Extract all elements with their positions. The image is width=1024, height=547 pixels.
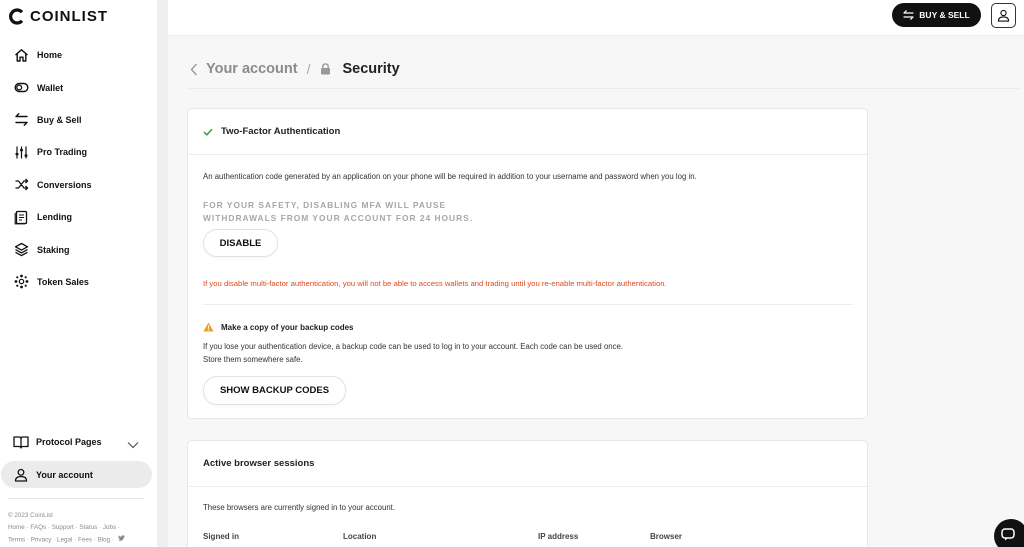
page-title: Security xyxy=(342,61,400,77)
sidebar-item-wallet[interactable] xyxy=(0,71,157,103)
card-divider xyxy=(203,304,853,305)
two-factor-header xyxy=(188,109,867,155)
sidebar-nav xyxy=(0,39,157,298)
sidebar-item-your-account[interactable] xyxy=(1,461,152,488)
chat-bubble-icon xyxy=(1001,528,1015,541)
sidebar xyxy=(0,0,157,547)
sidebar-item-label: Protocol Pages xyxy=(36,437,102,447)
coinlist-logo[interactable] xyxy=(8,8,108,25)
book-icon xyxy=(13,434,29,450)
network-icon xyxy=(13,274,29,290)
browser-sessions-card xyxy=(187,440,868,547)
twitter-icon[interactable] xyxy=(118,534,125,546)
backup-codes-title: Make a copy of your backup codes xyxy=(221,322,354,332)
sessions-header xyxy=(188,441,867,487)
warning-icon xyxy=(203,322,214,332)
checkmark-icon xyxy=(203,128,213,136)
breadcrumb xyxy=(190,59,400,79)
sidebar-item-label: Lending xyxy=(37,212,72,223)
disable-mfa-button[interactable]: DISABLE xyxy=(203,229,278,257)
coinlist-logo-icon xyxy=(8,8,25,25)
sidebar-item-label: Your account xyxy=(36,469,93,480)
sidebar-item-protocol-pages[interactable] xyxy=(0,430,157,454)
column-header-ip-address: IP address xyxy=(538,532,579,541)
sidebar-item-label: Staking xyxy=(37,244,70,255)
sidebar-item-token-sales[interactable] xyxy=(0,266,157,298)
two-factor-description: An authentication code generated by an application on your phone will be required in addition to your username and password when you log in. xyxy=(203,172,697,181)
mfa-disable-alert: If you disable multi-factor authentication, you will not be able to access wallets and trading until you re-enable multi-factor authentication. xyxy=(203,279,667,288)
backup-codes-header xyxy=(203,322,353,332)
column-header-browser: Browser xyxy=(650,532,683,541)
sessions-description: These browsers are currently signed in to your account. xyxy=(203,503,395,512)
sidebar-divider xyxy=(8,498,144,499)
layers-icon xyxy=(13,242,29,258)
sidebar-item-buy-sell[interactable] xyxy=(0,104,157,136)
footer-links-primary[interactable]: Home · FAQs · Support · Status · Jobs · xyxy=(8,524,120,531)
ledger-icon xyxy=(13,209,29,225)
sidebar-item-label: Conversions xyxy=(37,179,92,190)
sidebar-item-label: Wallet xyxy=(37,82,64,93)
back-chevron-icon[interactable] xyxy=(190,63,198,76)
sidebar-scroll-track[interactable] xyxy=(157,0,168,547)
brand-name: COINLIST xyxy=(30,8,108,25)
sidebar-item-label: Pro Trading xyxy=(37,147,88,158)
swap-icon xyxy=(13,112,29,128)
mfa-safety-warning xyxy=(203,199,473,225)
breadcrumb-your-account-link[interactable]: Your account xyxy=(206,61,298,77)
backup-codes-description: If you lose your authentication device, a backup code can be used to log in to your account. Each code can be used once. xyxy=(203,342,624,351)
profile-button[interactable] xyxy=(991,3,1016,28)
breadcrumb-separator: / xyxy=(306,61,311,77)
sidebar-footer xyxy=(8,510,153,547)
copyright-text: © 2023 CoinList xyxy=(8,512,53,519)
sidebar-item-label: Buy & Sell xyxy=(37,114,82,125)
chevron-down-icon[interactable] xyxy=(127,436,139,454)
backup-codes-note: Store them somewhere safe. xyxy=(203,355,303,364)
breadcrumb-divider xyxy=(188,88,1020,89)
swap-icon xyxy=(903,10,914,20)
buy-sell-button[interactable] xyxy=(892,3,981,27)
two-factor-card xyxy=(187,108,868,419)
sessions-title: Active browser sessions xyxy=(203,458,315,469)
sidebar-item-label: Home xyxy=(37,50,63,61)
home-icon xyxy=(13,47,29,63)
buy-sell-label: BUY & SELL xyxy=(919,10,970,20)
shuffle-icon xyxy=(13,177,29,193)
lock-icon xyxy=(320,63,331,75)
column-header-signed-in: Signed in xyxy=(203,532,239,541)
sidebar-item-pro-trading[interactable] xyxy=(0,136,157,168)
footer-links-secondary[interactable]: Terms · Privacy · Legal · Fees · Blog · xyxy=(8,536,115,544)
show-backup-codes-button[interactable]: SHOW BACKUP CODES xyxy=(203,376,346,405)
sidebar-item-label: Token Sales xyxy=(37,276,89,287)
sidebar-item-conversions[interactable] xyxy=(0,169,157,201)
sidebar-item-home[interactable] xyxy=(0,39,157,71)
sliders-icon xyxy=(13,144,29,160)
sidebar-item-staking[interactable] xyxy=(0,233,157,265)
wallet-icon xyxy=(13,80,29,96)
chat-support-button[interactable] xyxy=(994,519,1024,547)
safety-line-1: FOR YOUR SAFETY, DISABLING MFA WILL PAUSE xyxy=(203,200,447,210)
user-icon xyxy=(13,467,29,483)
sidebar-item-lending[interactable] xyxy=(0,201,157,233)
safety-line-2: WITHDRAWALS FROM YOUR ACCOUNT FOR 24 HOURS. xyxy=(203,213,474,223)
two-factor-title: Two-Factor Authentication xyxy=(221,126,341,137)
user-icon xyxy=(997,9,1010,22)
column-header-location: Location xyxy=(343,532,377,541)
